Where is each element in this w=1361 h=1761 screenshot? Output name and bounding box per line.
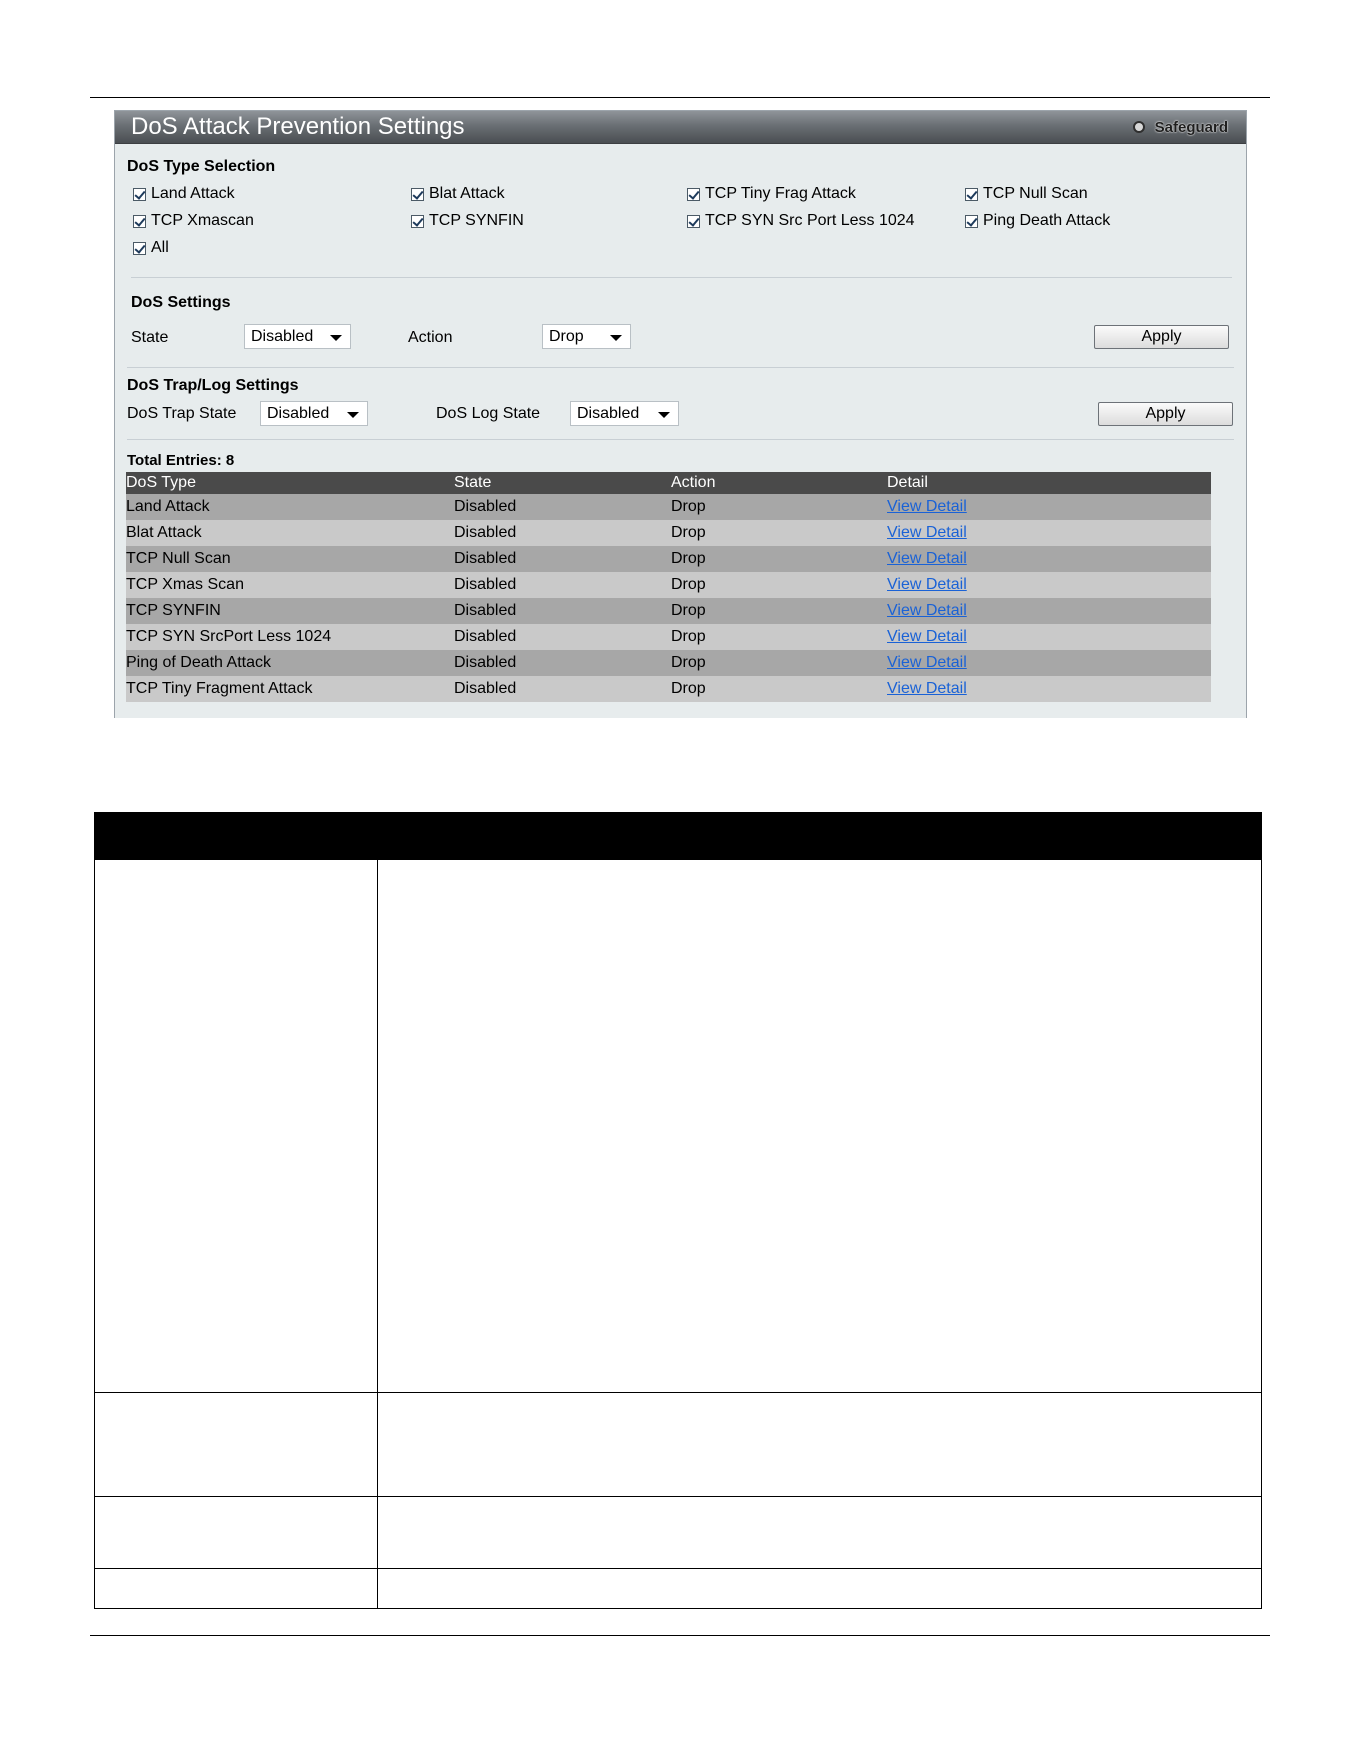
chevron-down-icon [610,335,622,341]
state-cell: Disabled [454,498,517,515]
state-cell: Disabled [454,680,517,697]
view-detail-link[interactable]: View Detail [887,576,967,593]
dos-type-cell: TCP Xmas Scan [126,576,244,593]
view-detail-link[interactable]: View Detail [887,602,967,619]
description-column-header [378,813,1262,860]
checkbox-tcp-synfin[interactable]: TCP SYNFIN [411,212,524,230]
state-cell: Disabled [454,628,517,645]
checkbox-icon [133,242,146,255]
dos-type-cell: TCP SYN SrcPort Less 1024 [126,628,332,645]
table-row [126,520,1211,546]
checkbox-all[interactable]: All [133,239,169,257]
state-cell: Disabled [454,576,517,593]
state-cell: Disabled [454,524,517,541]
action-cell: Drop [671,550,706,567]
table-row [126,598,1211,624]
action-cell: Drop [671,680,706,697]
column-header: DoS Type [126,474,196,491]
state-label: State [131,329,169,346]
checkbox-icon [411,188,424,201]
dos-settings-heading: DoS Settings [131,294,231,311]
checkbox-icon [965,215,978,228]
safeguard-indicator[interactable] [1133,118,1228,136]
safeguard-label: Safeguard [1154,118,1228,136]
checkbox-ping-death-attack[interactable]: Ping Death Attack [965,212,1110,230]
dos-type-selection-heading: DoS Type Selection [127,158,276,175]
state-cell: Disabled [454,550,517,567]
parameter-cell [95,1497,378,1569]
description-cell [378,860,1262,1393]
checkbox-blat-attack[interactable]: Blat Attack [411,185,505,203]
checkbox-icon [687,188,700,201]
checkbox-icon [411,215,424,228]
checkbox-icon [965,188,978,201]
action-select[interactable]: Drop [542,324,631,349]
table-row [126,494,1211,520]
checkbox-icon [687,215,700,228]
dos-type-cell: TCP SYNFIN [126,602,221,619]
parameter-cell [95,1393,378,1497]
action-cell: Drop [671,576,706,593]
dos-type-cell: Blat Attack [126,524,202,541]
description-cell [378,1569,1262,1609]
table-row [126,676,1211,702]
total-entries: Total Entries: 8 [127,452,235,469]
action-label: Action [408,329,453,346]
safeguard-icon [1133,121,1145,133]
parameter-column-header [95,813,378,860]
table-header [126,472,1211,494]
trap-log-apply-button[interactable]: Apply [1098,402,1233,426]
table-row [126,650,1211,676]
dos-trap-state-label: DoS Trap State [127,405,237,422]
divider [127,439,1234,440]
checkbox-icon [133,215,146,228]
action-cell: Drop [671,654,706,671]
top-rule [90,97,1270,98]
dos-log-state-label: DoS Log State [436,405,541,422]
action-cell: Drop [671,628,706,645]
view-detail-link[interactable]: View Detail [887,680,967,697]
checkbox-tcp-syn-src-port[interactable]: TCP SYN Src Port Less 1024 [687,212,915,230]
description-cell [378,1393,1262,1497]
table-row [95,1569,1262,1609]
parameter-cell [95,860,378,1393]
checkbox-land-attack[interactable]: Land Attack [133,185,235,203]
dos-type-cell: Ping of Death Attack [126,654,271,671]
action-cell: Drop [671,498,706,515]
view-detail-link[interactable]: View Detail [887,628,967,645]
state-cell: Disabled [454,654,517,671]
dos-log-state-select[interactable]: Disabled [570,401,679,426]
divider [127,367,1234,368]
column-header: State [454,474,492,491]
table-row [95,1393,1262,1497]
table-row [126,572,1211,598]
dos-trap-state-select[interactable]: Disabled [260,401,368,426]
table-row [126,624,1211,650]
table-row [95,1497,1262,1569]
chevron-down-icon [347,412,359,418]
checkbox-tcp-xmascan[interactable]: TCP Xmascan [133,212,254,230]
column-header: Detail [887,474,928,491]
view-detail-link[interactable]: View Detail [887,654,967,671]
dos-table [126,472,1211,702]
state-select[interactable]: Disabled [244,324,351,349]
table-row [95,860,1262,1393]
chevron-down-icon [330,335,342,341]
parameter-description-table [94,812,1262,1609]
bottom-rule [90,1635,1270,1636]
checkbox-icon [133,188,146,201]
description-cell [378,1497,1262,1569]
description-table-header [95,813,1262,860]
table-row [126,546,1211,572]
panel-header [115,111,1246,144]
panel-title: DoS Attack Prevention Settings [131,113,465,140]
action-cell: Drop [671,524,706,541]
parameter-cell [95,1569,378,1609]
view-detail-link[interactable]: View Detail [887,524,967,541]
state-cell: Disabled [454,602,517,619]
checkbox-tcp-tiny-frag-attack[interactable]: TCP Tiny Frag Attack [687,185,856,203]
dos-type-cell: TCP Tiny Fragment Attack [126,680,313,697]
dos-type-cell: TCP Null Scan [126,550,231,567]
action-cell: Drop [671,602,706,619]
divider [131,277,1232,278]
dos-settings-apply-button[interactable]: Apply [1094,325,1229,349]
dos-trap-log-heading: DoS Trap/Log Settings [127,377,299,394]
view-detail-link[interactable]: View Detail [887,498,967,515]
chevron-down-icon [658,412,670,418]
column-header: Action [671,474,716,491]
view-detail-link[interactable]: View Detail [887,550,967,567]
dos-type-cell: Land Attack [126,498,210,515]
checkbox-tcp-null-scan[interactable]: TCP Null Scan [965,185,1088,203]
